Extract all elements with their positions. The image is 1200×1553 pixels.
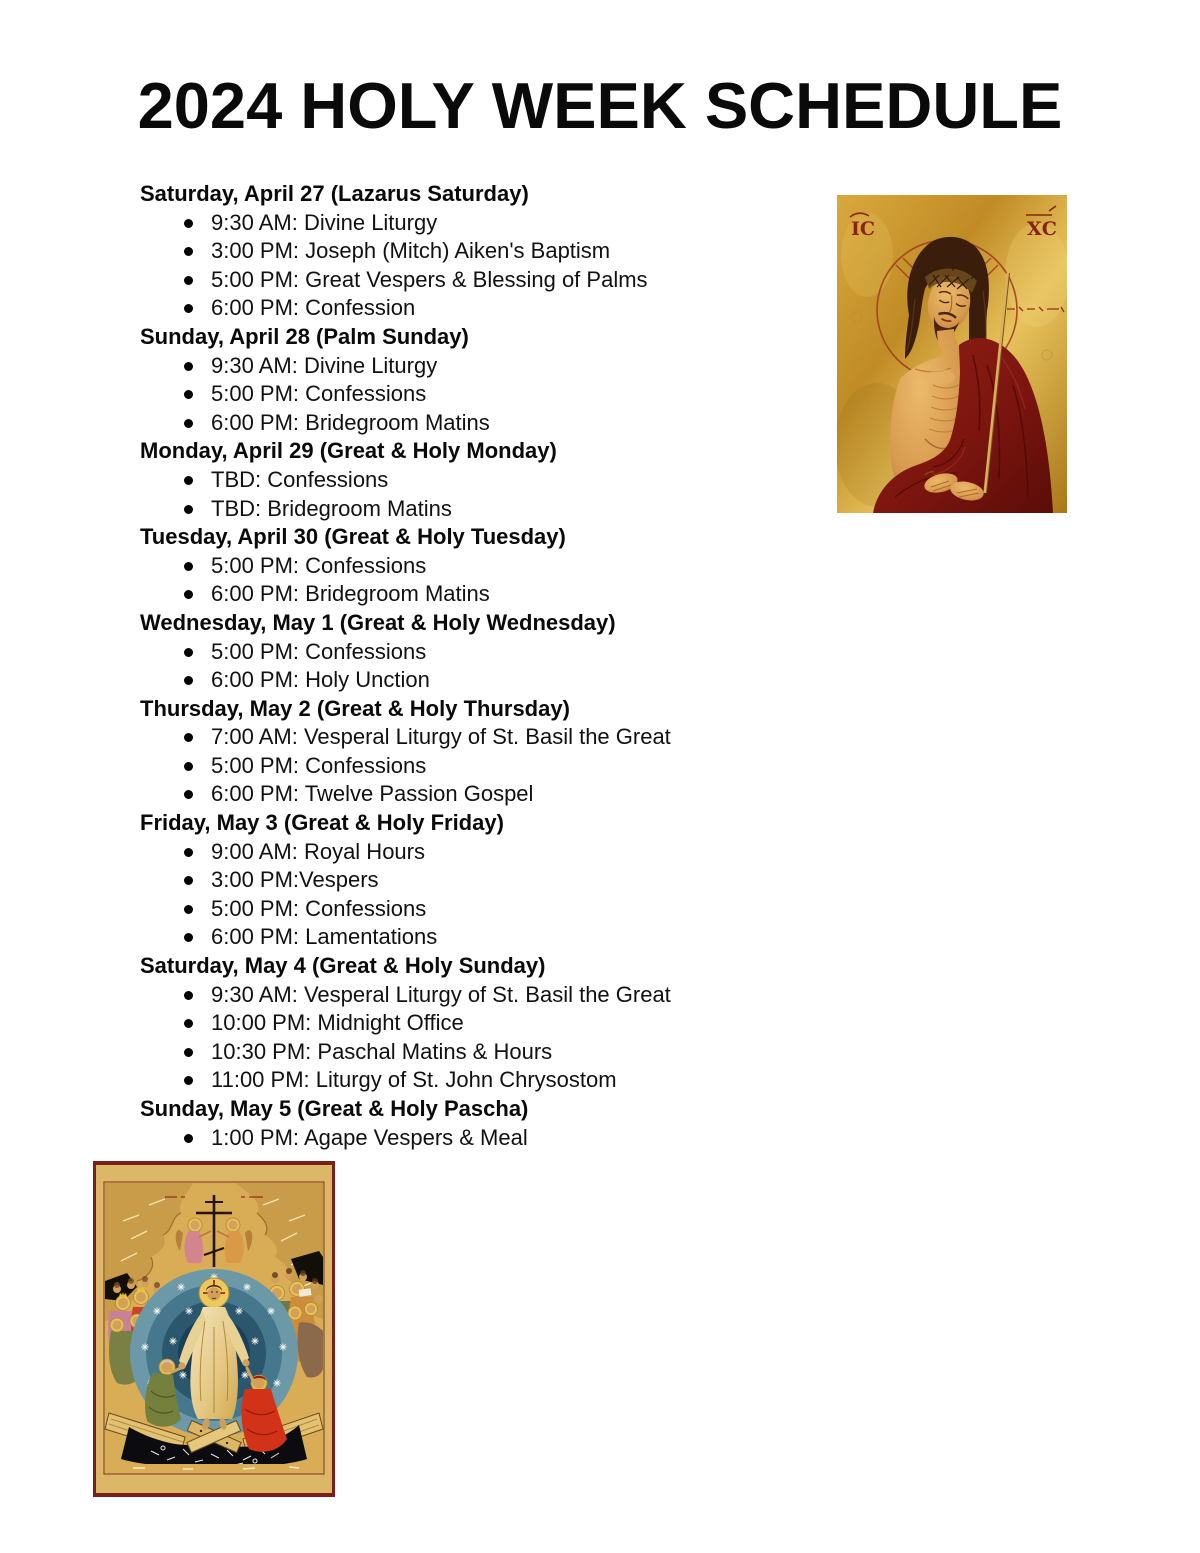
schedule-item-text: 9:30 AM: Vesperal Liturgy of St. Basil the Great bbox=[211, 981, 671, 1007]
inscription-xc: ХС bbox=[1027, 218, 1057, 240]
schedule-list bbox=[140, 180, 900, 1152]
schedule-item-text: 10:00 PM: Midnight Office bbox=[211, 1010, 464, 1036]
schedule-item-text: 6:00 PM: Bridegroom Matins bbox=[211, 581, 490, 607]
schedule-section bbox=[140, 809, 900, 952]
schedule-item bbox=[140, 838, 900, 867]
schedule-item bbox=[140, 752, 900, 781]
schedule-item-text: 6:00 PM: Bridegroom Matins bbox=[211, 409, 490, 435]
bullet-icon bbox=[184, 304, 193, 313]
bullet-icon bbox=[184, 562, 193, 571]
schedule-item bbox=[140, 237, 900, 266]
bullet-icon bbox=[184, 247, 193, 256]
bullet-icon bbox=[184, 876, 193, 885]
schedule-item-text: 11:00 PM: Liturgy of St. John Chrysostom bbox=[211, 1067, 617, 1093]
schedule-section bbox=[140, 180, 900, 323]
bullet-icon bbox=[184, 848, 193, 857]
bullet-icon bbox=[184, 219, 193, 228]
page-title: 2024 HOLY WEEK SCHEDULE bbox=[137, 69, 1063, 142]
schedule-item-text: 5:00 PM: Confessions bbox=[211, 895, 427, 921]
schedule-section bbox=[140, 695, 900, 809]
resurrection-anastasis-icon bbox=[93, 1161, 335, 1497]
schedule-item bbox=[140, 780, 900, 809]
schedule-day-heading: Sunday, April 28 (Palm Sunday) bbox=[140, 323, 469, 349]
schedule-item-text: 5:00 PM: Confessions bbox=[211, 381, 427, 407]
schedule-item-text: 6:00 PM: Holy Unction bbox=[211, 667, 430, 693]
schedule-item bbox=[140, 580, 900, 609]
schedule-day-heading: Saturday, May 4 (Great & Holy Sunday) bbox=[140, 953, 546, 979]
schedule-item bbox=[140, 266, 900, 295]
schedule-item bbox=[140, 209, 900, 238]
schedule-item-text: 3:00 PM:Vespers bbox=[211, 867, 379, 893]
schedule-item-text: TBD: Confessions bbox=[211, 466, 389, 492]
painting bbox=[105, 1183, 323, 1473]
schedule-item bbox=[140, 495, 900, 524]
resurrection-anastasis-icon-art bbox=[93, 1161, 335, 1497]
schedule-day-heading: Friday, May 3 (Great & Holy Friday) bbox=[140, 810, 504, 836]
schedule-item bbox=[140, 895, 900, 924]
schedule-section bbox=[140, 1095, 900, 1152]
bullet-icon bbox=[184, 762, 193, 771]
schedule-section bbox=[140, 609, 900, 695]
inscription-ic: ІС bbox=[851, 218, 876, 240]
schedule-item-text: 1:00 PM: Agape Vespers & Meal bbox=[211, 1124, 528, 1150]
schedule-section bbox=[140, 437, 900, 523]
schedule-item-text: 9:30 AM: Divine Liturgy bbox=[211, 209, 438, 235]
schedule-item-text: 9:00 AM: Royal Hours bbox=[211, 838, 425, 864]
schedule-item bbox=[140, 723, 900, 752]
bullet-icon bbox=[184, 276, 193, 285]
bullet-icon bbox=[184, 991, 193, 1000]
bullet-icon bbox=[184, 476, 193, 485]
schedule-item-text: 5:00 PM: Confessions bbox=[211, 552, 427, 578]
schedule-day-heading: Sunday, May 5 (Great & Holy Pascha) bbox=[140, 1096, 529, 1121]
schedule-item bbox=[140, 1124, 900, 1153]
bottom-ground bbox=[105, 1464, 323, 1473]
schedule-item-text: 5:00 PM: Confessions bbox=[211, 752, 427, 778]
bullet-icon bbox=[184, 362, 193, 371]
schedule-item-text: 6:00 PM: Confession bbox=[211, 295, 416, 321]
schedule-day-heading: Monday, April 29 (Great & Holy Monday) bbox=[140, 438, 557, 464]
christ-bridegroom-icon-art bbox=[837, 195, 1067, 513]
schedule-item-text: 7:00 AM: Vesperal Liturgy of St. Basil the Great bbox=[211, 724, 671, 750]
bullet-icon bbox=[184, 648, 193, 657]
bullet-icon bbox=[184, 676, 193, 685]
schedule-item-text: TBD: Bridegroom Matins bbox=[211, 495, 452, 521]
schedule-item-text: 9:30 AM: Divine Liturgy bbox=[211, 352, 438, 378]
bullet-icon bbox=[184, 1076, 193, 1085]
schedule-item-text: 10:30 PM: Paschal Matins & Hours bbox=[211, 1038, 553, 1064]
schedule-item bbox=[140, 552, 900, 581]
schedule-section bbox=[140, 523, 900, 609]
christ-bridegroom-icon bbox=[837, 195, 1067, 513]
schedule-item bbox=[140, 1066, 900, 1095]
schedule-item bbox=[140, 466, 900, 495]
bullet-icon bbox=[184, 390, 193, 399]
bullet-icon bbox=[184, 1048, 193, 1057]
schedule-item bbox=[140, 409, 900, 438]
schedule-item bbox=[140, 981, 900, 1010]
bullet-icon bbox=[184, 1134, 193, 1143]
schedule-section bbox=[140, 323, 900, 437]
bullet-icon bbox=[184, 933, 193, 942]
schedule-section bbox=[140, 952, 900, 1095]
schedule-item bbox=[140, 1038, 900, 1067]
bullet-icon bbox=[184, 1019, 193, 1028]
schedule-item-text: 6:00 PM: Twelve Passion Gospel bbox=[211, 781, 534, 807]
schedule-item bbox=[140, 352, 900, 381]
schedule-item bbox=[140, 1009, 900, 1038]
schedule-item bbox=[140, 380, 900, 409]
schedule-item bbox=[140, 866, 900, 895]
schedule-item-text: 5:00 PM: Confessions bbox=[211, 638, 427, 664]
schedule-item bbox=[140, 638, 900, 667]
schedule-item bbox=[140, 923, 900, 952]
schedule-item-text: 5:00 PM: Great Vespers & Blessing of Palms bbox=[211, 266, 648, 292]
schedule-day-heading: Wednesday, May 1 (Great & Holy Wednesday) bbox=[140, 609, 616, 635]
schedule-day-heading: Tuesday, April 30 (Great & Holy Tuesday) bbox=[140, 524, 566, 550]
schedule-item-text: 3:00 PM: Joseph (Mitch) Aiken's Baptism bbox=[211, 238, 611, 264]
schedule-item bbox=[140, 294, 900, 323]
schedule-item bbox=[140, 666, 900, 695]
bullet-icon bbox=[184, 505, 193, 514]
bullet-icon bbox=[184, 790, 193, 799]
bullet-icon bbox=[184, 419, 193, 428]
bullet-icon bbox=[184, 733, 193, 742]
schedule-item-text: 6:00 PM: Lamentations bbox=[211, 924, 438, 950]
schedule-day-heading: Saturday, April 27 (Lazarus Saturday) bbox=[140, 181, 529, 206]
bullet-icon bbox=[184, 905, 193, 914]
bullet-icon bbox=[184, 590, 193, 599]
schedule-day-heading: Thursday, May 2 (Great & Holy Thursday) bbox=[140, 695, 570, 721]
